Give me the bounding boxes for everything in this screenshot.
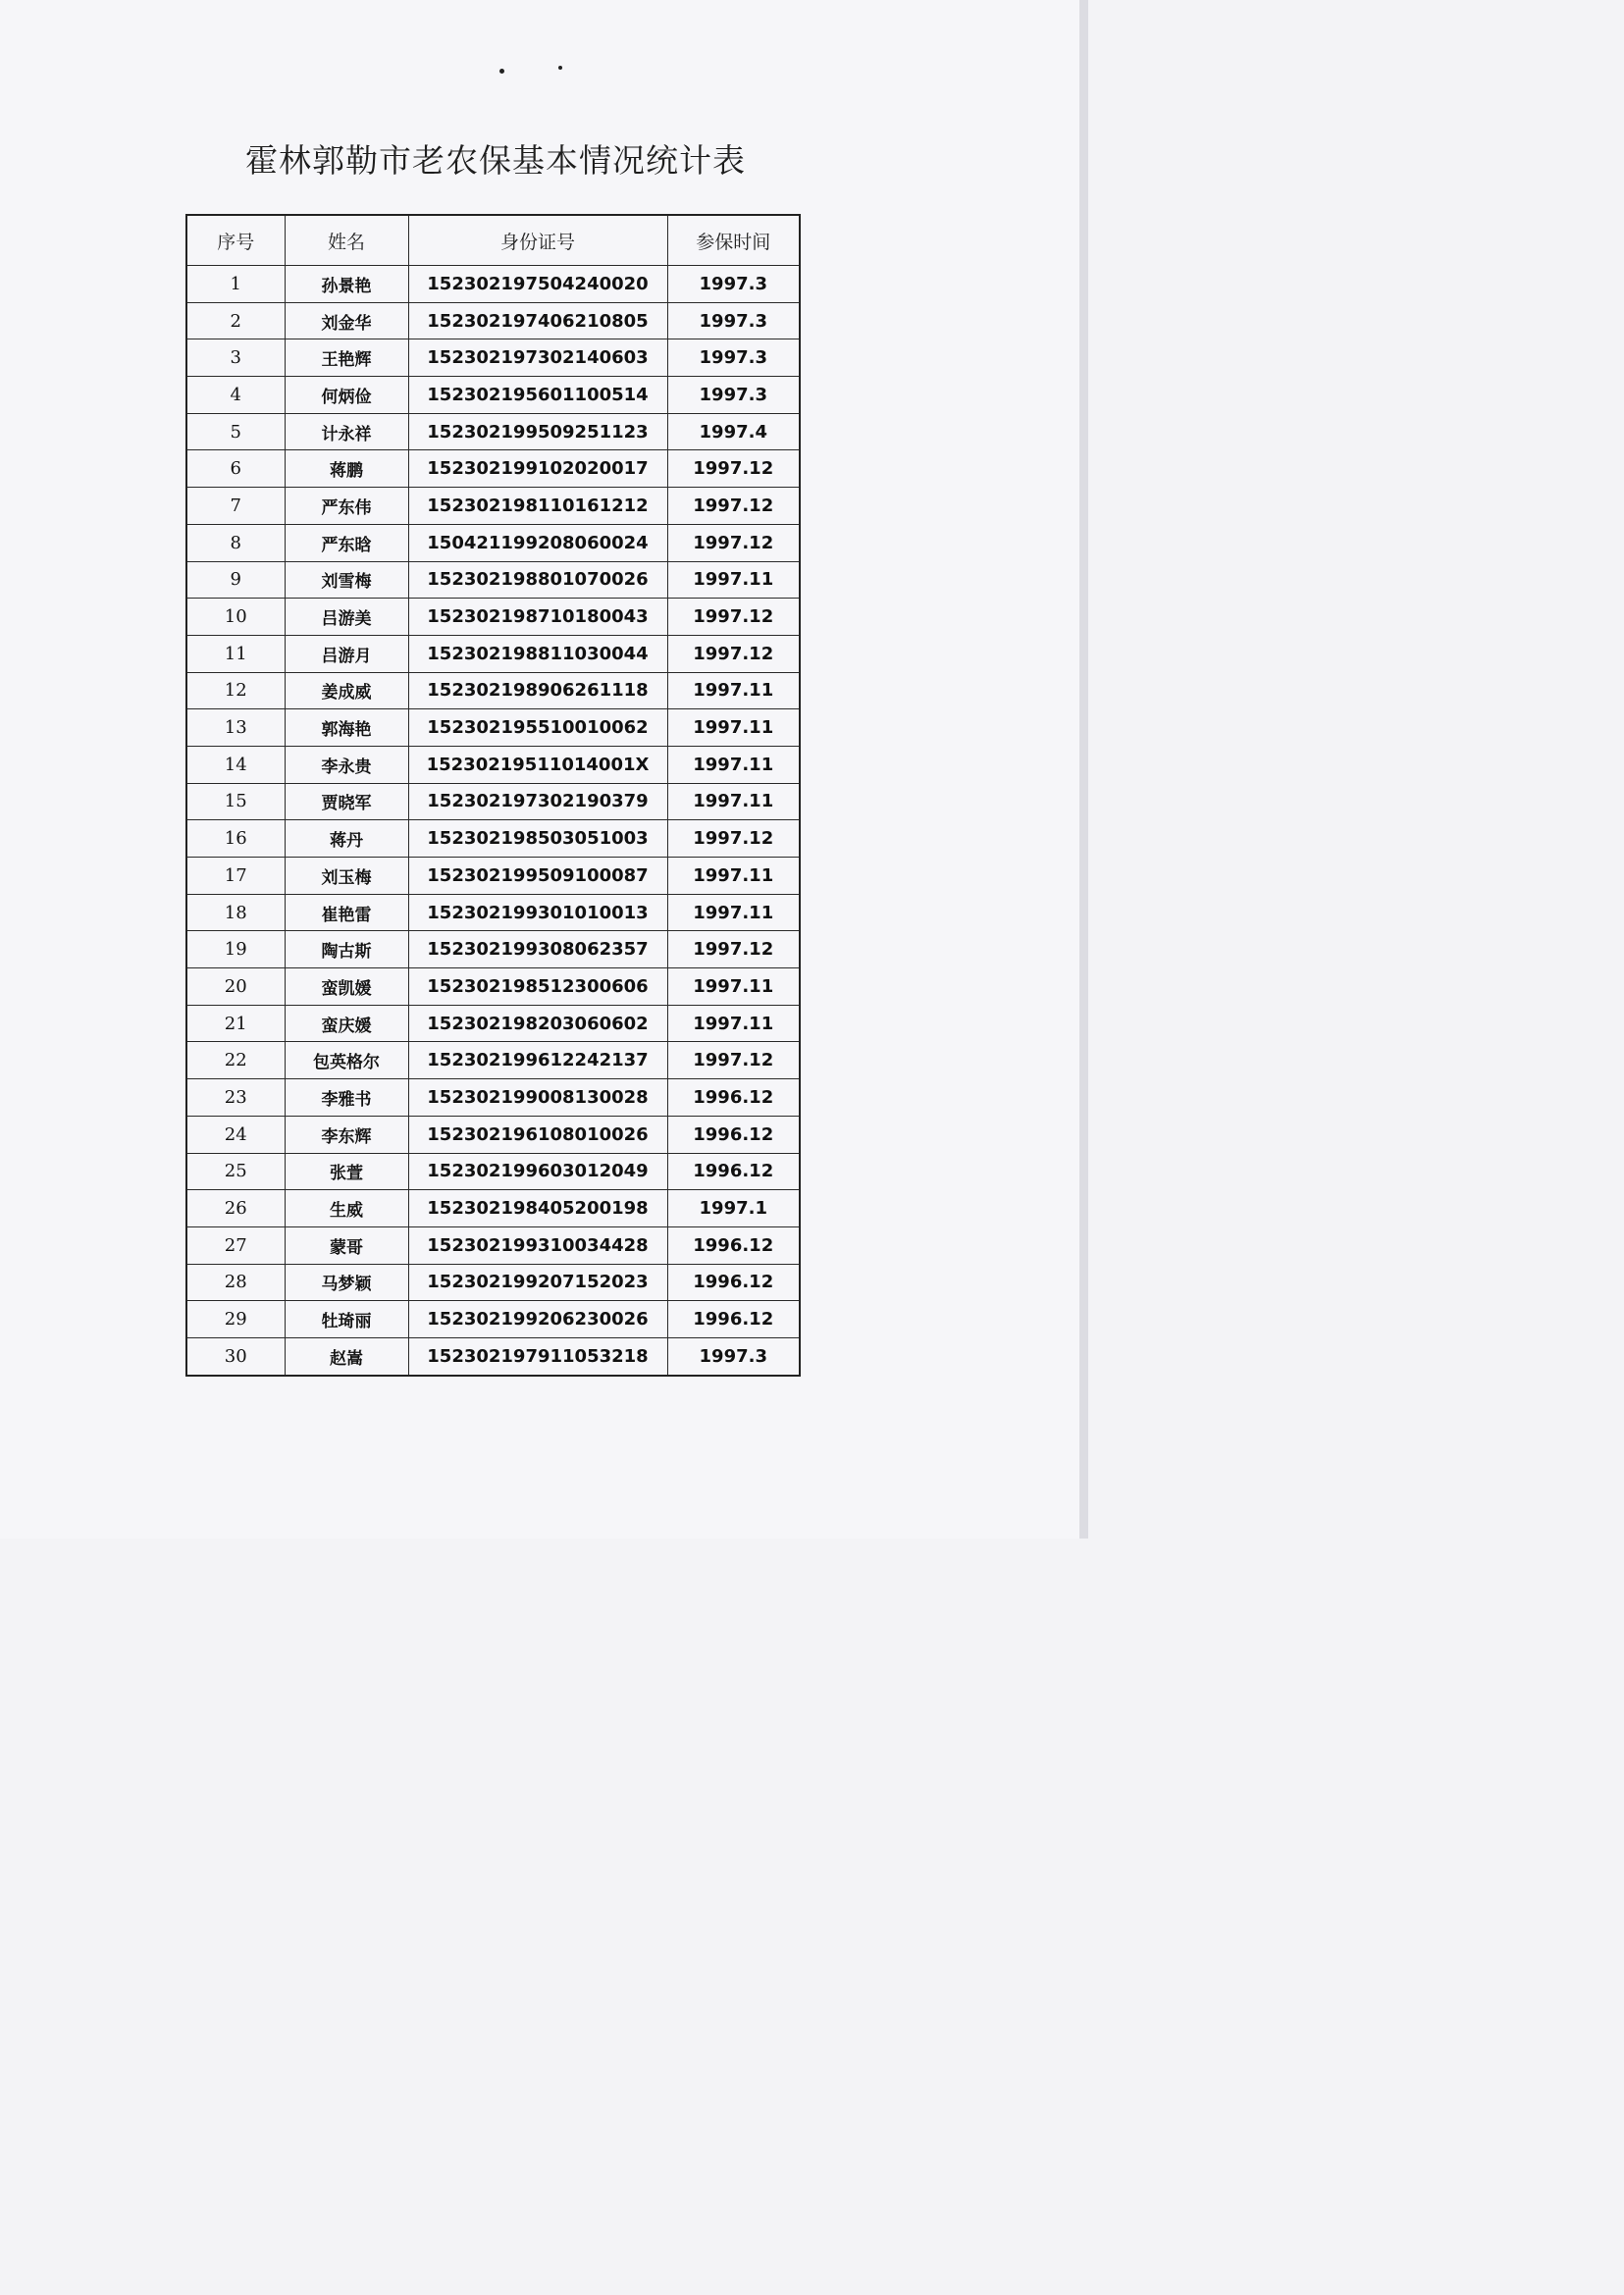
table-header-row bbox=[186, 215, 800, 266]
cell-name: 蒙哥 bbox=[285, 1226, 408, 1264]
cell-enroll-date: 1996.12 bbox=[667, 1116, 800, 1153]
cell-name: 刘玉梅 bbox=[285, 858, 408, 895]
cell-seq: 13 bbox=[186, 709, 285, 747]
cell-enroll-date: 1997.12 bbox=[667, 1042, 800, 1079]
cell-seq: 3 bbox=[186, 339, 285, 377]
cell-id-number: 152302199308062357 bbox=[408, 931, 667, 968]
cell-name: 马梦颖 bbox=[285, 1264, 408, 1301]
cell-name: 李东辉 bbox=[285, 1116, 408, 1153]
cell-seq: 18 bbox=[186, 894, 285, 931]
header-id-number: 身份证号 bbox=[408, 215, 667, 266]
table-row bbox=[186, 377, 800, 414]
cell-enroll-date: 1997.11 bbox=[667, 968, 800, 1006]
cell-enroll-date: 1997.11 bbox=[667, 561, 800, 599]
cell-seq: 17 bbox=[186, 858, 285, 895]
cell-id-number: 152302198710180043 bbox=[408, 599, 667, 636]
header-seq: 序号 bbox=[186, 215, 285, 266]
cell-id-number: 152302199008130028 bbox=[408, 1079, 667, 1117]
cell-name: 孙景艳 bbox=[285, 266, 408, 303]
table-row bbox=[186, 1005, 800, 1042]
cell-id-number: 152302198110161212 bbox=[408, 488, 667, 525]
table-row bbox=[186, 561, 800, 599]
table-row bbox=[186, 413, 800, 450]
cell-name: 吕游美 bbox=[285, 599, 408, 636]
cell-name: 生威 bbox=[285, 1190, 408, 1227]
cell-id-number: 152302199102020017 bbox=[408, 450, 667, 488]
cell-enroll-date: 1997.3 bbox=[667, 266, 800, 303]
cell-id-number: 152302199612242137 bbox=[408, 1042, 667, 1079]
cell-enroll-date: 1996.12 bbox=[667, 1264, 800, 1301]
cell-seq: 4 bbox=[186, 377, 285, 414]
cell-seq: 5 bbox=[186, 413, 285, 450]
table-row bbox=[186, 894, 800, 931]
cell-enroll-date: 1997.11 bbox=[667, 783, 800, 820]
cell-id-number: 152302199603012049 bbox=[408, 1153, 667, 1190]
table-row bbox=[186, 746, 800, 783]
cell-seq: 24 bbox=[186, 1116, 285, 1153]
cell-name: 姜成威 bbox=[285, 672, 408, 709]
cell-name: 严东伟 bbox=[285, 488, 408, 525]
cell-enroll-date: 1997.12 bbox=[667, 524, 800, 561]
cell-id-number: 152302197302140603 bbox=[408, 339, 667, 377]
table-row bbox=[186, 968, 800, 1006]
cell-enroll-date: 1997.3 bbox=[667, 1337, 800, 1375]
cell-enroll-date: 1997.3 bbox=[667, 339, 800, 377]
table-row bbox=[186, 1301, 800, 1338]
cell-id-number: 152302198405200198 bbox=[408, 1190, 667, 1227]
cell-id-number: 152302199310034428 bbox=[408, 1226, 667, 1264]
table-row bbox=[186, 1042, 800, 1079]
table-row bbox=[186, 1226, 800, 1264]
cell-name: 何炳俭 bbox=[285, 377, 408, 414]
cell-id-number: 152302195601100514 bbox=[408, 377, 667, 414]
table-row bbox=[186, 266, 800, 303]
cell-id-number: 152302197406210805 bbox=[408, 302, 667, 339]
cell-name: 蒋鹏 bbox=[285, 450, 408, 488]
cell-id-number: 150421199208060024 bbox=[408, 524, 667, 561]
cell-seq: 14 bbox=[186, 746, 285, 783]
cell-enroll-date: 1997.11 bbox=[667, 858, 800, 895]
cell-seq: 29 bbox=[186, 1301, 285, 1338]
cell-name: 李雅书 bbox=[285, 1079, 408, 1117]
scan-speck bbox=[558, 66, 562, 70]
cell-enroll-date: 1997.11 bbox=[667, 672, 800, 709]
table-row bbox=[186, 672, 800, 709]
cell-seq: 15 bbox=[186, 783, 285, 820]
cell-enroll-date: 1997.12 bbox=[667, 635, 800, 672]
cell-name: 赵嵩 bbox=[285, 1337, 408, 1375]
cell-name: 吕游月 bbox=[285, 635, 408, 672]
table-row bbox=[186, 1190, 800, 1227]
table-row bbox=[186, 339, 800, 377]
table-row bbox=[186, 599, 800, 636]
cell-enroll-date: 1997.12 bbox=[667, 820, 800, 858]
cell-seq: 26 bbox=[186, 1190, 285, 1227]
cell-id-number: 152302195510010062 bbox=[408, 709, 667, 747]
table-row bbox=[186, 709, 800, 747]
cell-enroll-date: 1996.12 bbox=[667, 1079, 800, 1117]
cell-name: 张萱 bbox=[285, 1153, 408, 1190]
header-name: 姓名 bbox=[285, 215, 408, 266]
table-row bbox=[186, 450, 800, 488]
cell-seq: 19 bbox=[186, 931, 285, 968]
cell-enroll-date: 1996.12 bbox=[667, 1226, 800, 1264]
cell-seq: 9 bbox=[186, 561, 285, 599]
cell-seq: 25 bbox=[186, 1153, 285, 1190]
cell-name: 王艳辉 bbox=[285, 339, 408, 377]
cell-name: 蛮庆媛 bbox=[285, 1005, 408, 1042]
cell-id-number: 152302199206230026 bbox=[408, 1301, 667, 1338]
cell-name: 刘雪梅 bbox=[285, 561, 408, 599]
table-row bbox=[186, 820, 800, 858]
cell-name: 计永祥 bbox=[285, 413, 408, 450]
table-body bbox=[186, 266, 800, 1376]
cell-id-number: 152302197302190379 bbox=[408, 783, 667, 820]
cell-seq: 7 bbox=[186, 488, 285, 525]
cell-id-number: 152302198906261118 bbox=[408, 672, 667, 709]
cell-enroll-date: 1997.3 bbox=[667, 377, 800, 414]
cell-enroll-date: 1997.4 bbox=[667, 413, 800, 450]
cell-enroll-date: 1997.1 bbox=[667, 1190, 800, 1227]
cell-name: 牡琦丽 bbox=[285, 1301, 408, 1338]
table-row bbox=[186, 488, 800, 525]
cell-enroll-date: 1997.11 bbox=[667, 709, 800, 747]
cell-seq: 23 bbox=[186, 1079, 285, 1117]
table-row bbox=[186, 1116, 800, 1153]
cell-id-number: 152302198503051003 bbox=[408, 820, 667, 858]
cell-id-number: 152302196108010026 bbox=[408, 1116, 667, 1153]
cell-seq: 1 bbox=[186, 266, 285, 303]
table-row bbox=[186, 783, 800, 820]
table-row bbox=[186, 635, 800, 672]
cell-seq: 8 bbox=[186, 524, 285, 561]
cell-name: 郭海艳 bbox=[285, 709, 408, 747]
cell-seq: 27 bbox=[186, 1226, 285, 1264]
cell-id-number: 152302199207152023 bbox=[408, 1264, 667, 1301]
cell-name: 包英格尔 bbox=[285, 1042, 408, 1079]
cell-seq: 2 bbox=[186, 302, 285, 339]
cell-id-number: 152302198512300606 bbox=[408, 968, 667, 1006]
cell-id-number: 152302197911053218 bbox=[408, 1337, 667, 1375]
table-row bbox=[186, 1153, 800, 1190]
cell-name: 李永贵 bbox=[285, 746, 408, 783]
page-edge bbox=[1079, 0, 1088, 1539]
table-row bbox=[186, 1264, 800, 1301]
cell-seq: 28 bbox=[186, 1264, 285, 1301]
cell-id-number: 152302198811030044 bbox=[408, 635, 667, 672]
cell-seq: 12 bbox=[186, 672, 285, 709]
table-row bbox=[186, 1079, 800, 1117]
cell-name: 陶古斯 bbox=[285, 931, 408, 968]
cell-seq: 16 bbox=[186, 820, 285, 858]
scan-speck bbox=[499, 69, 504, 74]
cell-enroll-date: 1997.12 bbox=[667, 931, 800, 968]
cell-name: 严东晗 bbox=[285, 524, 408, 561]
cell-id-number: 15230219511014001X bbox=[408, 746, 667, 783]
cell-name: 贾晓军 bbox=[285, 783, 408, 820]
cell-name: 蒋丹 bbox=[285, 820, 408, 858]
cell-id-number: 152302199301010013 bbox=[408, 894, 667, 931]
header-enroll-date: 参保时间 bbox=[667, 215, 800, 266]
cell-enroll-date: 1996.12 bbox=[667, 1301, 800, 1338]
cell-name: 崔艳雷 bbox=[285, 894, 408, 931]
table-row bbox=[186, 1337, 800, 1375]
scanned-page bbox=[0, 0, 1079, 1539]
cell-enroll-date: 1996.12 bbox=[667, 1153, 800, 1190]
document-title: 霍林郭勒市老农保基本情况统计表 bbox=[245, 141, 746, 180]
table-row bbox=[186, 524, 800, 561]
cell-id-number: 152302198203060602 bbox=[408, 1005, 667, 1042]
table-row bbox=[186, 931, 800, 968]
cell-id-number: 152302197504240020 bbox=[408, 266, 667, 303]
cell-id-number: 152302199509251123 bbox=[408, 413, 667, 450]
cell-seq: 20 bbox=[186, 968, 285, 1006]
cell-enroll-date: 1997.3 bbox=[667, 302, 800, 339]
table-row bbox=[186, 302, 800, 339]
cell-name: 蛮凯媛 bbox=[285, 968, 408, 1006]
cell-enroll-date: 1997.12 bbox=[667, 450, 800, 488]
cell-enroll-date: 1997.11 bbox=[667, 746, 800, 783]
cell-enroll-date: 1997.11 bbox=[667, 894, 800, 931]
cell-seq: 11 bbox=[186, 635, 285, 672]
cell-seq: 6 bbox=[186, 450, 285, 488]
table-row bbox=[186, 858, 800, 895]
cell-enroll-date: 1997.12 bbox=[667, 599, 800, 636]
cell-seq: 30 bbox=[186, 1337, 285, 1375]
cell-id-number: 152302199509100087 bbox=[408, 858, 667, 895]
cell-seq: 22 bbox=[186, 1042, 285, 1079]
cell-enroll-date: 1997.11 bbox=[667, 1005, 800, 1042]
cell-name: 刘金华 bbox=[285, 302, 408, 339]
cell-seq: 10 bbox=[186, 599, 285, 636]
cell-seq: 21 bbox=[186, 1005, 285, 1042]
statistics-table bbox=[185, 214, 801, 1377]
cell-id-number: 152302198801070026 bbox=[408, 561, 667, 599]
cell-enroll-date: 1997.12 bbox=[667, 488, 800, 525]
